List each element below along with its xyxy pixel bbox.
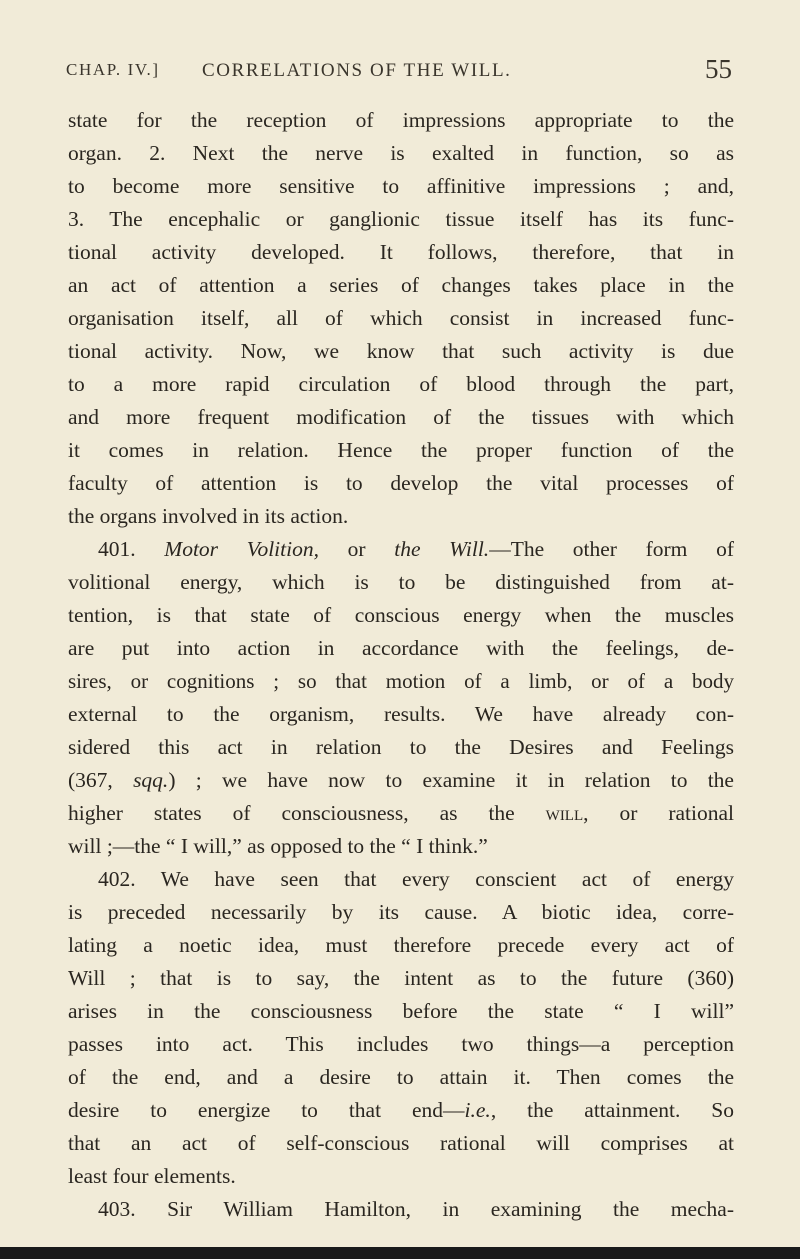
chapter-label: CHAP. IV.] bbox=[66, 60, 160, 79]
running-title: CORRELATIONS OF THE WILL. bbox=[202, 60, 512, 81]
section-title-alt: the Will. bbox=[394, 537, 490, 561]
text-line: that an act of self-conscious rational will comprises at bbox=[68, 1131, 734, 1155]
text-line: will ;—the “ I will,” as opposed to the “ I think.” bbox=[68, 834, 488, 858]
page-number: 55 bbox=[705, 54, 732, 84]
text-line: an act of attention a series of changes takes place in the bbox=[68, 273, 734, 297]
text-line: state for the reception of impressions appropriate to the bbox=[68, 108, 734, 132]
text-line: passes into act. This includes two things—a perception bbox=[68, 1032, 734, 1056]
text-line: to become more sensitive to affinitive impressions ; and, bbox=[68, 174, 734, 198]
text-line: 402. We have seen that every conscient act of energy bbox=[98, 867, 734, 891]
text-line: tional activity developed. It follows, therefore, that in bbox=[68, 240, 734, 264]
text-line: is preceded necessarily by its cause. A biotic idea, corre- bbox=[68, 900, 734, 924]
text-line: 3. The encephalic or ganglionic tissue itself has its func- bbox=[68, 207, 734, 231]
text-line: least four elements. bbox=[68, 1164, 236, 1188]
text-line: the organs involved in its action. bbox=[68, 504, 349, 528]
section-heading-line: 401. Motor Volition, or the Will.—The other form of bbox=[98, 537, 734, 561]
text-line: desire to energize to that end—i.e., the attainment. So bbox=[68, 1098, 734, 1122]
text-line: sidered this act in relation to the Desires and Feelings bbox=[68, 735, 734, 759]
section-title: Motor Volition, bbox=[164, 537, 319, 561]
text-line: faculty of attention is to develop the vital processes of bbox=[68, 471, 734, 495]
text-line: organ. 2. Next the nerve is exalted in function, so as bbox=[68, 141, 734, 165]
running-head bbox=[66, 54, 732, 94]
text-line: tention, is that state of conscious energy when the muscles bbox=[68, 603, 734, 627]
text-line: are put into action in accordance with the feelings, de- bbox=[68, 636, 734, 660]
text-line: Will ; that is to say, the intent as to the future (360) bbox=[68, 966, 734, 990]
body-text bbox=[68, 104, 734, 1226]
text-line: it comes in relation. Hence the proper function of the bbox=[68, 438, 734, 462]
text-line: lating a noetic idea, must therefore precede every act of bbox=[68, 933, 734, 957]
text-line: of the end, and a desire to attain it. Then comes the bbox=[68, 1065, 734, 1089]
text-line: organisation itself, all of which consist in increased func- bbox=[68, 306, 734, 330]
text-line: 403. Sir William Hamilton, in examining the mecha- bbox=[98, 1197, 734, 1221]
text-line: and more frequent modification of the tissues with which bbox=[68, 405, 734, 429]
text-line: (367, sqq.) ; we have now to examine it in relation to the bbox=[68, 768, 734, 792]
text-line: tional activity. Now, we know that such activity is due bbox=[68, 339, 734, 363]
text-line: sires, or cognitions ; so that motion of a limb, or of a body bbox=[68, 669, 734, 693]
section-number: 401. bbox=[98, 537, 165, 561]
text-line: higher states of consciousness, as the will, or rational bbox=[68, 801, 734, 825]
text-line: to a more rapid circulation of blood through the part, bbox=[68, 372, 734, 396]
text-line: volitional energy, which is to be distinguished from at- bbox=[68, 570, 734, 594]
text-line: arises in the consciousness before the state “ I will” bbox=[68, 999, 734, 1023]
text-line: external to the organism, results. We have already con- bbox=[68, 702, 734, 726]
page-bottom-edge bbox=[0, 1247, 800, 1259]
